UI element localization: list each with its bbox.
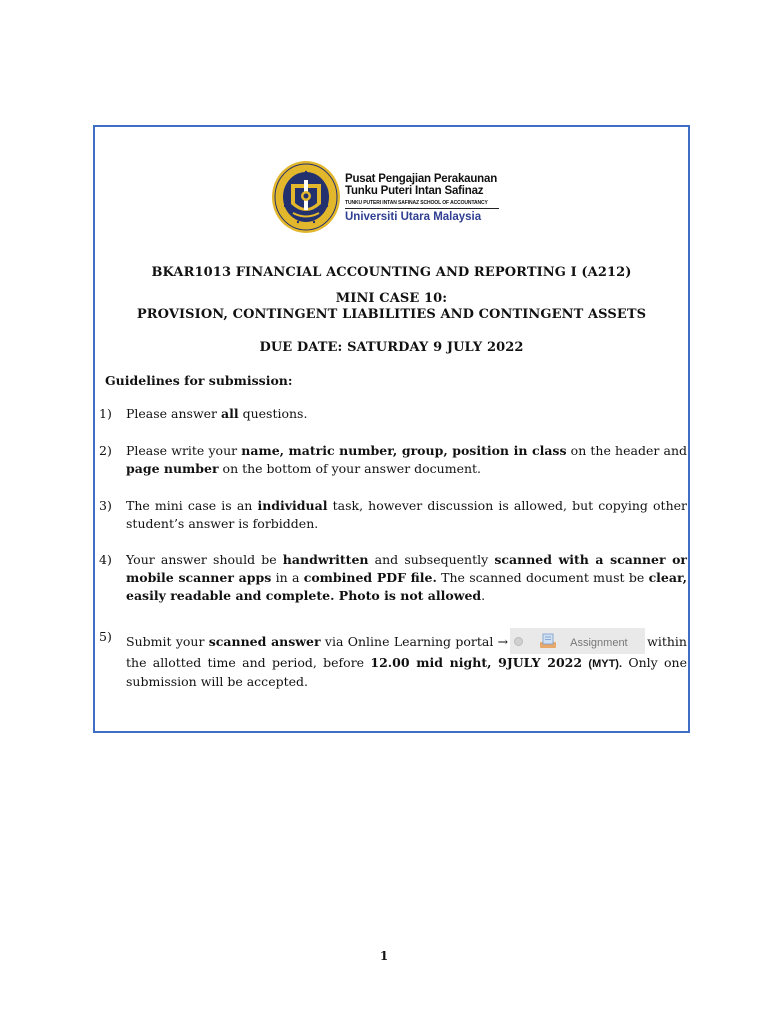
item-text: Please write your name, matric number, group, position in class on the header and page number on the bottom of your answer document. [126,443,687,476]
university-seal-icon [271,160,341,234]
assignment-icon [538,633,558,649]
item-number: 5) [99,629,112,644]
item-number: 1) [99,406,112,421]
page-number: 1 [379,949,389,963]
item-text: The mini case is an individual task, however discussion is allowed, but copying other student’s answer is forbidden. [126,498,687,531]
guideline-item-2 [99,442,687,478]
guideline-item-1 [99,405,687,423]
radio-dot-icon [514,637,523,646]
guidelines-title: Guidelines for submission: [105,373,293,388]
item-number: 2) [99,443,112,458]
case-number: MINI CASE 10: [335,291,448,306]
item-number: 3) [99,498,112,513]
case-topic: PROVISION, CONTINGENT LIABILITIES AND CONTINGENT ASSETS [136,307,647,322]
logo-text [345,173,499,223]
item-text: Please answer all questions. [126,406,308,421]
school-logo [271,160,531,242]
school-name-line2: Tunku Puteri Intan Safinaz [345,185,484,197]
item-text: Your answer should be handwritten and subsequently scanned with a scanner or mobile scanner apps in a combined PDF file. The scanned document must be clear, easily readable and complete. Photo is not allowed. [126,552,688,603]
course-title: BKAR1013 FINANCIAL ACCOUNTING AND REPORTING I (A212) [151,265,632,280]
logo-divider [345,208,499,209]
school-name-line1: Pusat Pengajian Perakaunan [345,173,498,185]
item-number: 4) [99,552,112,567]
item-text: Submit your scanned answer via Online Learning portal → Assignment within the allotted time and period, before 12.00 mid night, 9JULY 2022 (MYT). Only one submission will be accepted. [126,628,687,691]
assignment-button[interactable] [510,628,645,654]
guideline-item-4 [99,551,687,605]
cover-frame [93,125,690,733]
guideline-item-3 [99,497,687,533]
school-name-english: TUNKU PUTERI INTAN SAFINAZ SCHOOL OF ACCOUNTANCY [345,200,488,206]
assignment-label: Assignment [570,637,628,649]
university-name: Universiti Utara Malaysia [345,211,482,223]
due-date: DUE DATE: SATURDAY 9 JULY 2022 [259,340,524,355]
guideline-item-5 [99,628,687,691]
